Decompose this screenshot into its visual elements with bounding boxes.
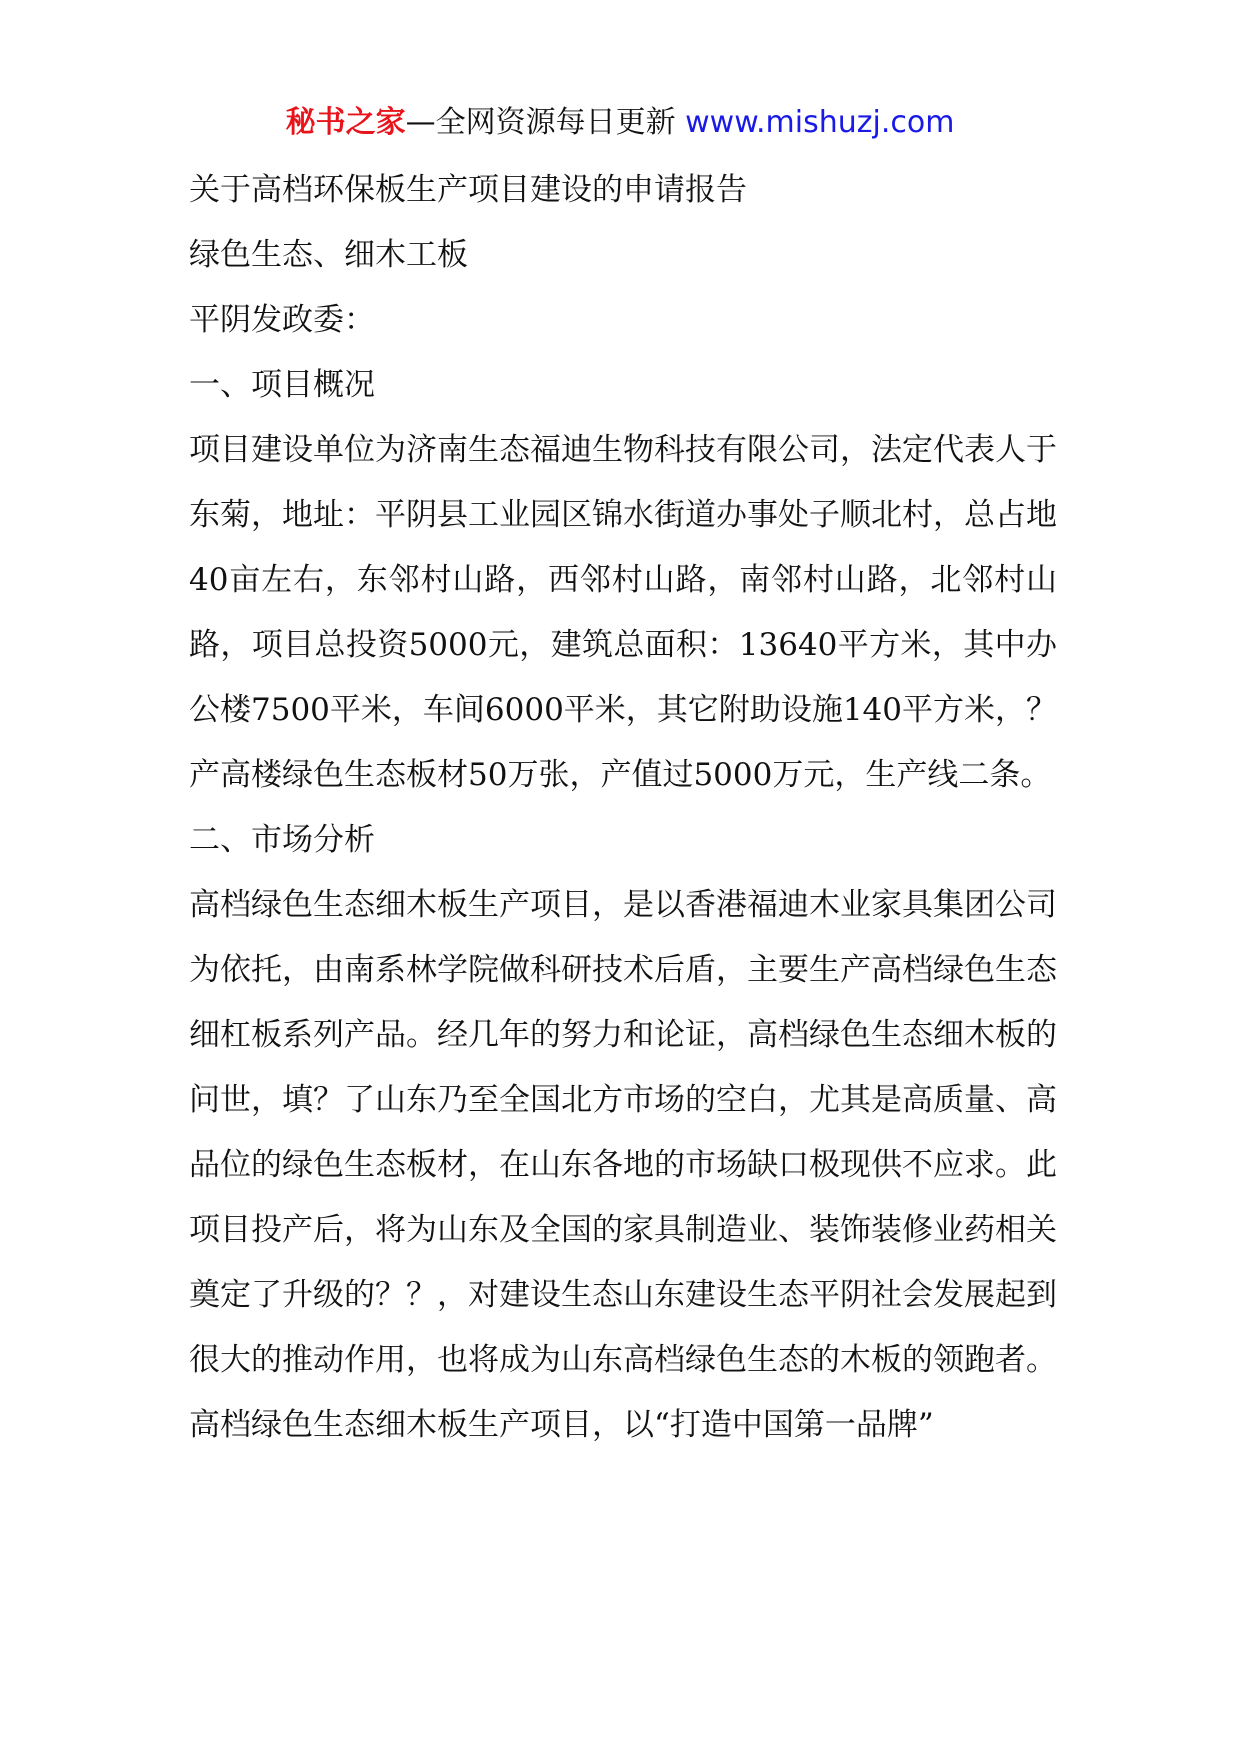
section-paragraph-market: 高档绿色生态细木板生产项目，是以香港福迪木业家具集团公司为依托，由南系林学院做科研技术后盾，主要生产高档绿色生态细杠板系列产品。经几年的努力和论证，高档绿色生态细木板的问世，填？了山东乃至全国北方市场的空白，尤其是高质量、高品位的绿色生态板材，在山东各地的市场缺口极现供不应求。此项目投产后，将为山东及全国的家具制造业、装饰装修业药相关奠定了升级的？？，对建设生态山东建设生态平阴社会发展起到很大的推动作用，也将成为山东高档绿色生态的木板的领跑者。 (189, 887, 1057, 1378)
document-body (189, 158, 1057, 1458)
site-brand: 秘书之家 (285, 105, 406, 140)
addressee: 平阴发政委： (189, 302, 375, 338)
section-heading-market: 二、市场分析 (189, 822, 375, 858)
section-heading-overview: 一、项目概况 (189, 367, 375, 403)
site-tagline: —全网资源每日更新 (405, 105, 676, 140)
section-paragraph-overview: 项目建设单位为济南生态福迪生物科技有限公司，法定代表人于东菊，地址：平阴县工业园区锦水街道办事处子顺北村，总占地40亩左右，东邻村山路，西邻村山路，南邻村山路，北邻村山路，项目总投资5000元，建筑总面积：13640平方米，其中办公楼7500平米，车间6000平米，其它附助设施140平方米，？产高楼绿色生态板材50万张，产值过5000万元，生产线二条。 (189, 432, 1057, 793)
paragraph-continuation: 高档绿色生态细木板生产项目，以“打造中国第一品牌” (189, 1407, 934, 1443)
site-banner (0, 103, 1240, 143)
document-title: 关于高档环保板生产项目建设的申请报告 (189, 172, 747, 208)
site-url-link[interactable]: www.mishuzj.com (685, 105, 955, 140)
document-subtitle: 绿色生态、细木工板 (189, 237, 468, 273)
